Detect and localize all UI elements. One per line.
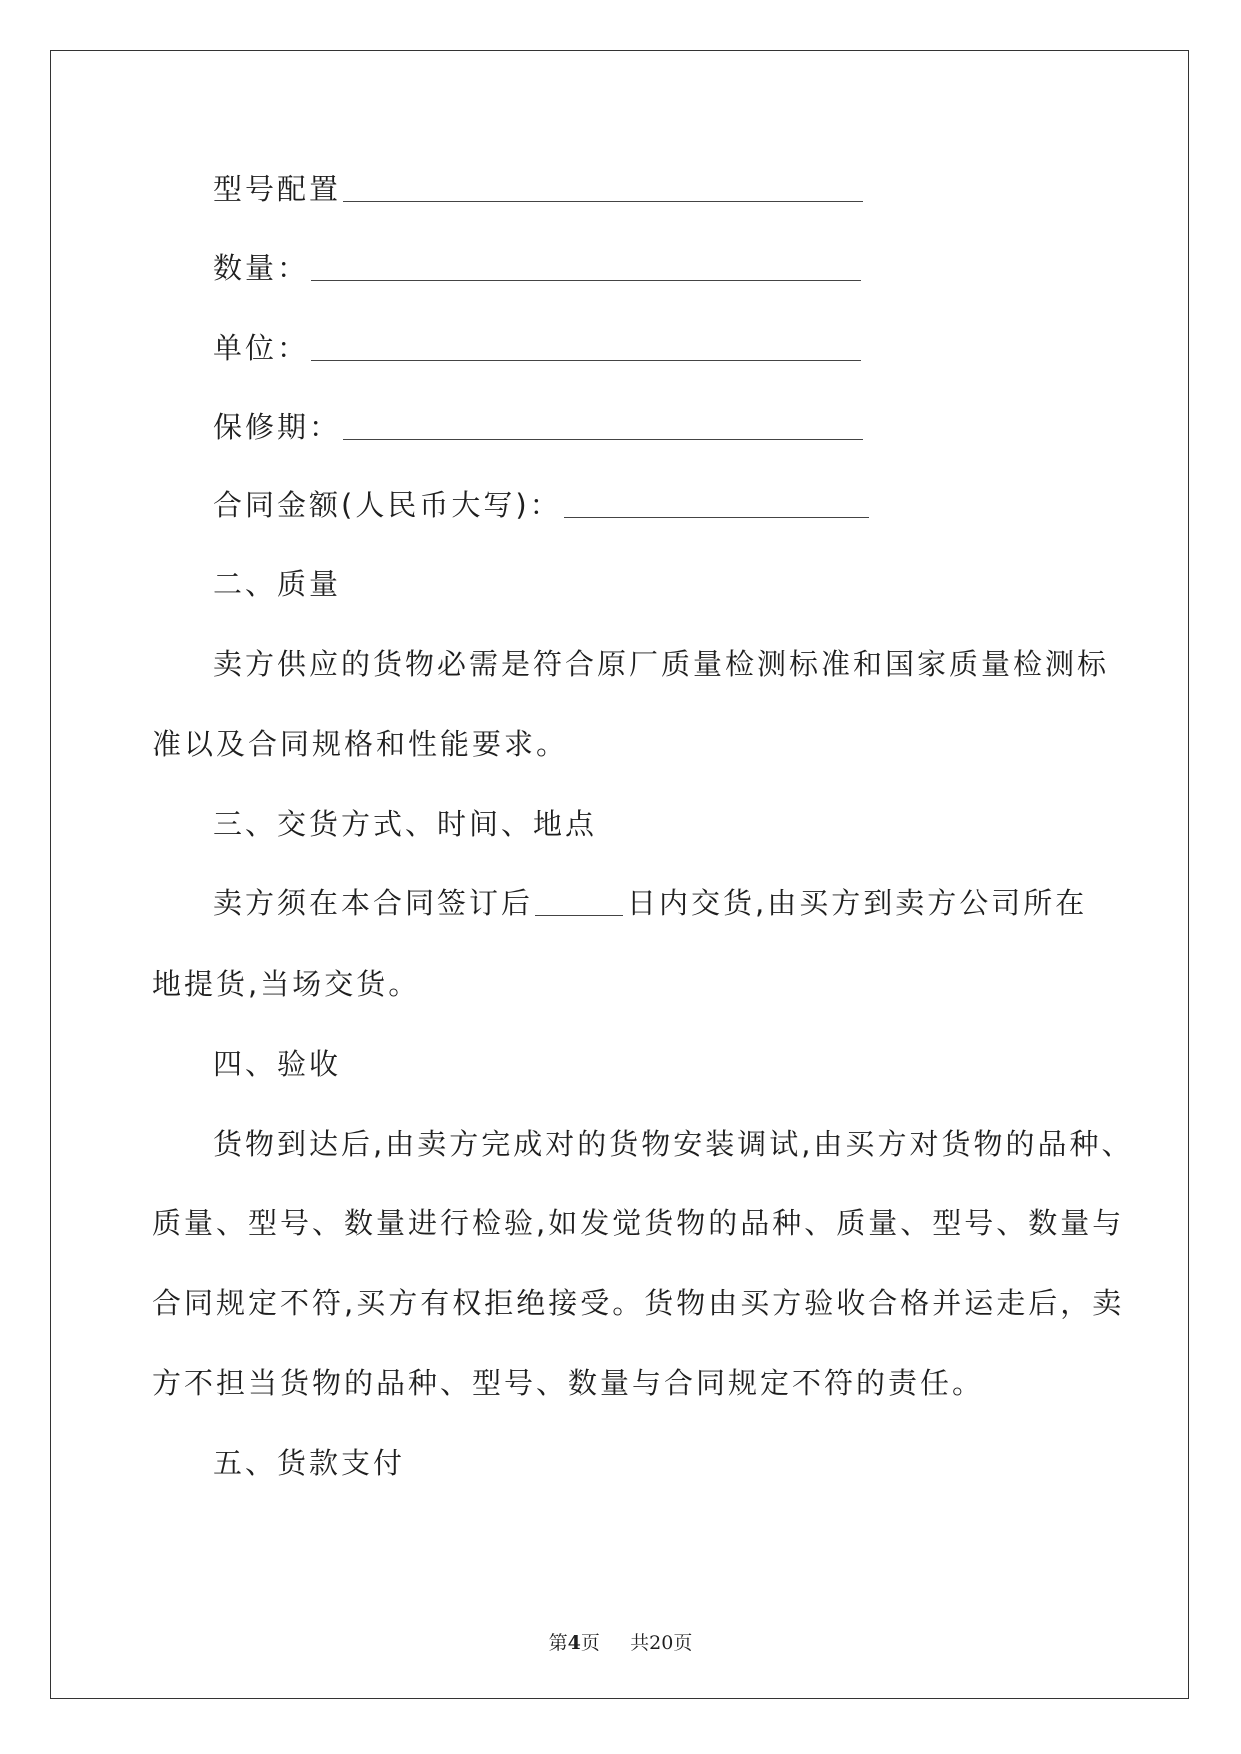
paragraph-line (213, 886, 1088, 920)
paragraph-line: 质量、型号、数量进行检验,如发觉货物的品种、质量、型号、数量与 (152, 1206, 1125, 1240)
blank-underline (311, 356, 861, 361)
page-footer (0, 1628, 1241, 1655)
paragraph-line: 货物到达后,由卖方完成对的货物安装调试,由买方对货物的品种、 (213, 1127, 1134, 1161)
field-label: 数量： (213, 251, 310, 285)
paragraph-line: 地提货,当场交货。 (152, 967, 421, 1001)
section-heading-payment: 五、货款支付 (213, 1446, 406, 1480)
page-suffix: 页 (580, 1632, 600, 1654)
field-unit (213, 331, 861, 365)
blank-underline-days (535, 911, 623, 916)
paragraph-line: 合同规定不符,买方有权拒绝接受。货物由买方验收合格并运走后，卖 (152, 1286, 1125, 1320)
paragraph-line: 方不担当货物的品种、型号、数量与合同规定不符的责任。 (152, 1366, 985, 1400)
section-heading-delivery: 三、交货方式、时间、地点 (213, 807, 598, 841)
blank-underline (343, 197, 863, 202)
total-prefix: 共 (630, 1632, 650, 1654)
paragraph-line: 准以及合同规格和性能要求。 (152, 727, 569, 761)
field-label: 合同金额(人民币大写)： (213, 488, 562, 522)
section-heading-quality: 二、质量 (213, 567, 342, 601)
field-label: 单位： (213, 331, 310, 365)
page-number: 4 (567, 1632, 581, 1654)
total-suffix: 页 (673, 1632, 693, 1654)
total-pages: 20 (649, 1632, 674, 1654)
field-label: 保修期： (213, 410, 342, 444)
field-contract-amount (213, 488, 869, 522)
field-warranty (213, 410, 863, 444)
page-prefix: 第 (548, 1632, 568, 1654)
section-heading-acceptance: 四、验收 (213, 1047, 342, 1081)
blank-underline (343, 435, 863, 440)
field-quantity (213, 251, 861, 285)
paragraph-line: 卖方供应的货物必需是符合原厂质量检测标准和国家质量检测标 (213, 647, 1110, 681)
field-model-config (213, 172, 863, 206)
blank-underline (311, 276, 861, 281)
paragraph-text: 卖方须在本合同签订后 (213, 886, 534, 920)
paragraph-text: 日内交货,由买方到卖方公司所在 (627, 886, 1088, 920)
blank-underline (564, 513, 869, 518)
field-label: 型号配置 (213, 172, 342, 206)
